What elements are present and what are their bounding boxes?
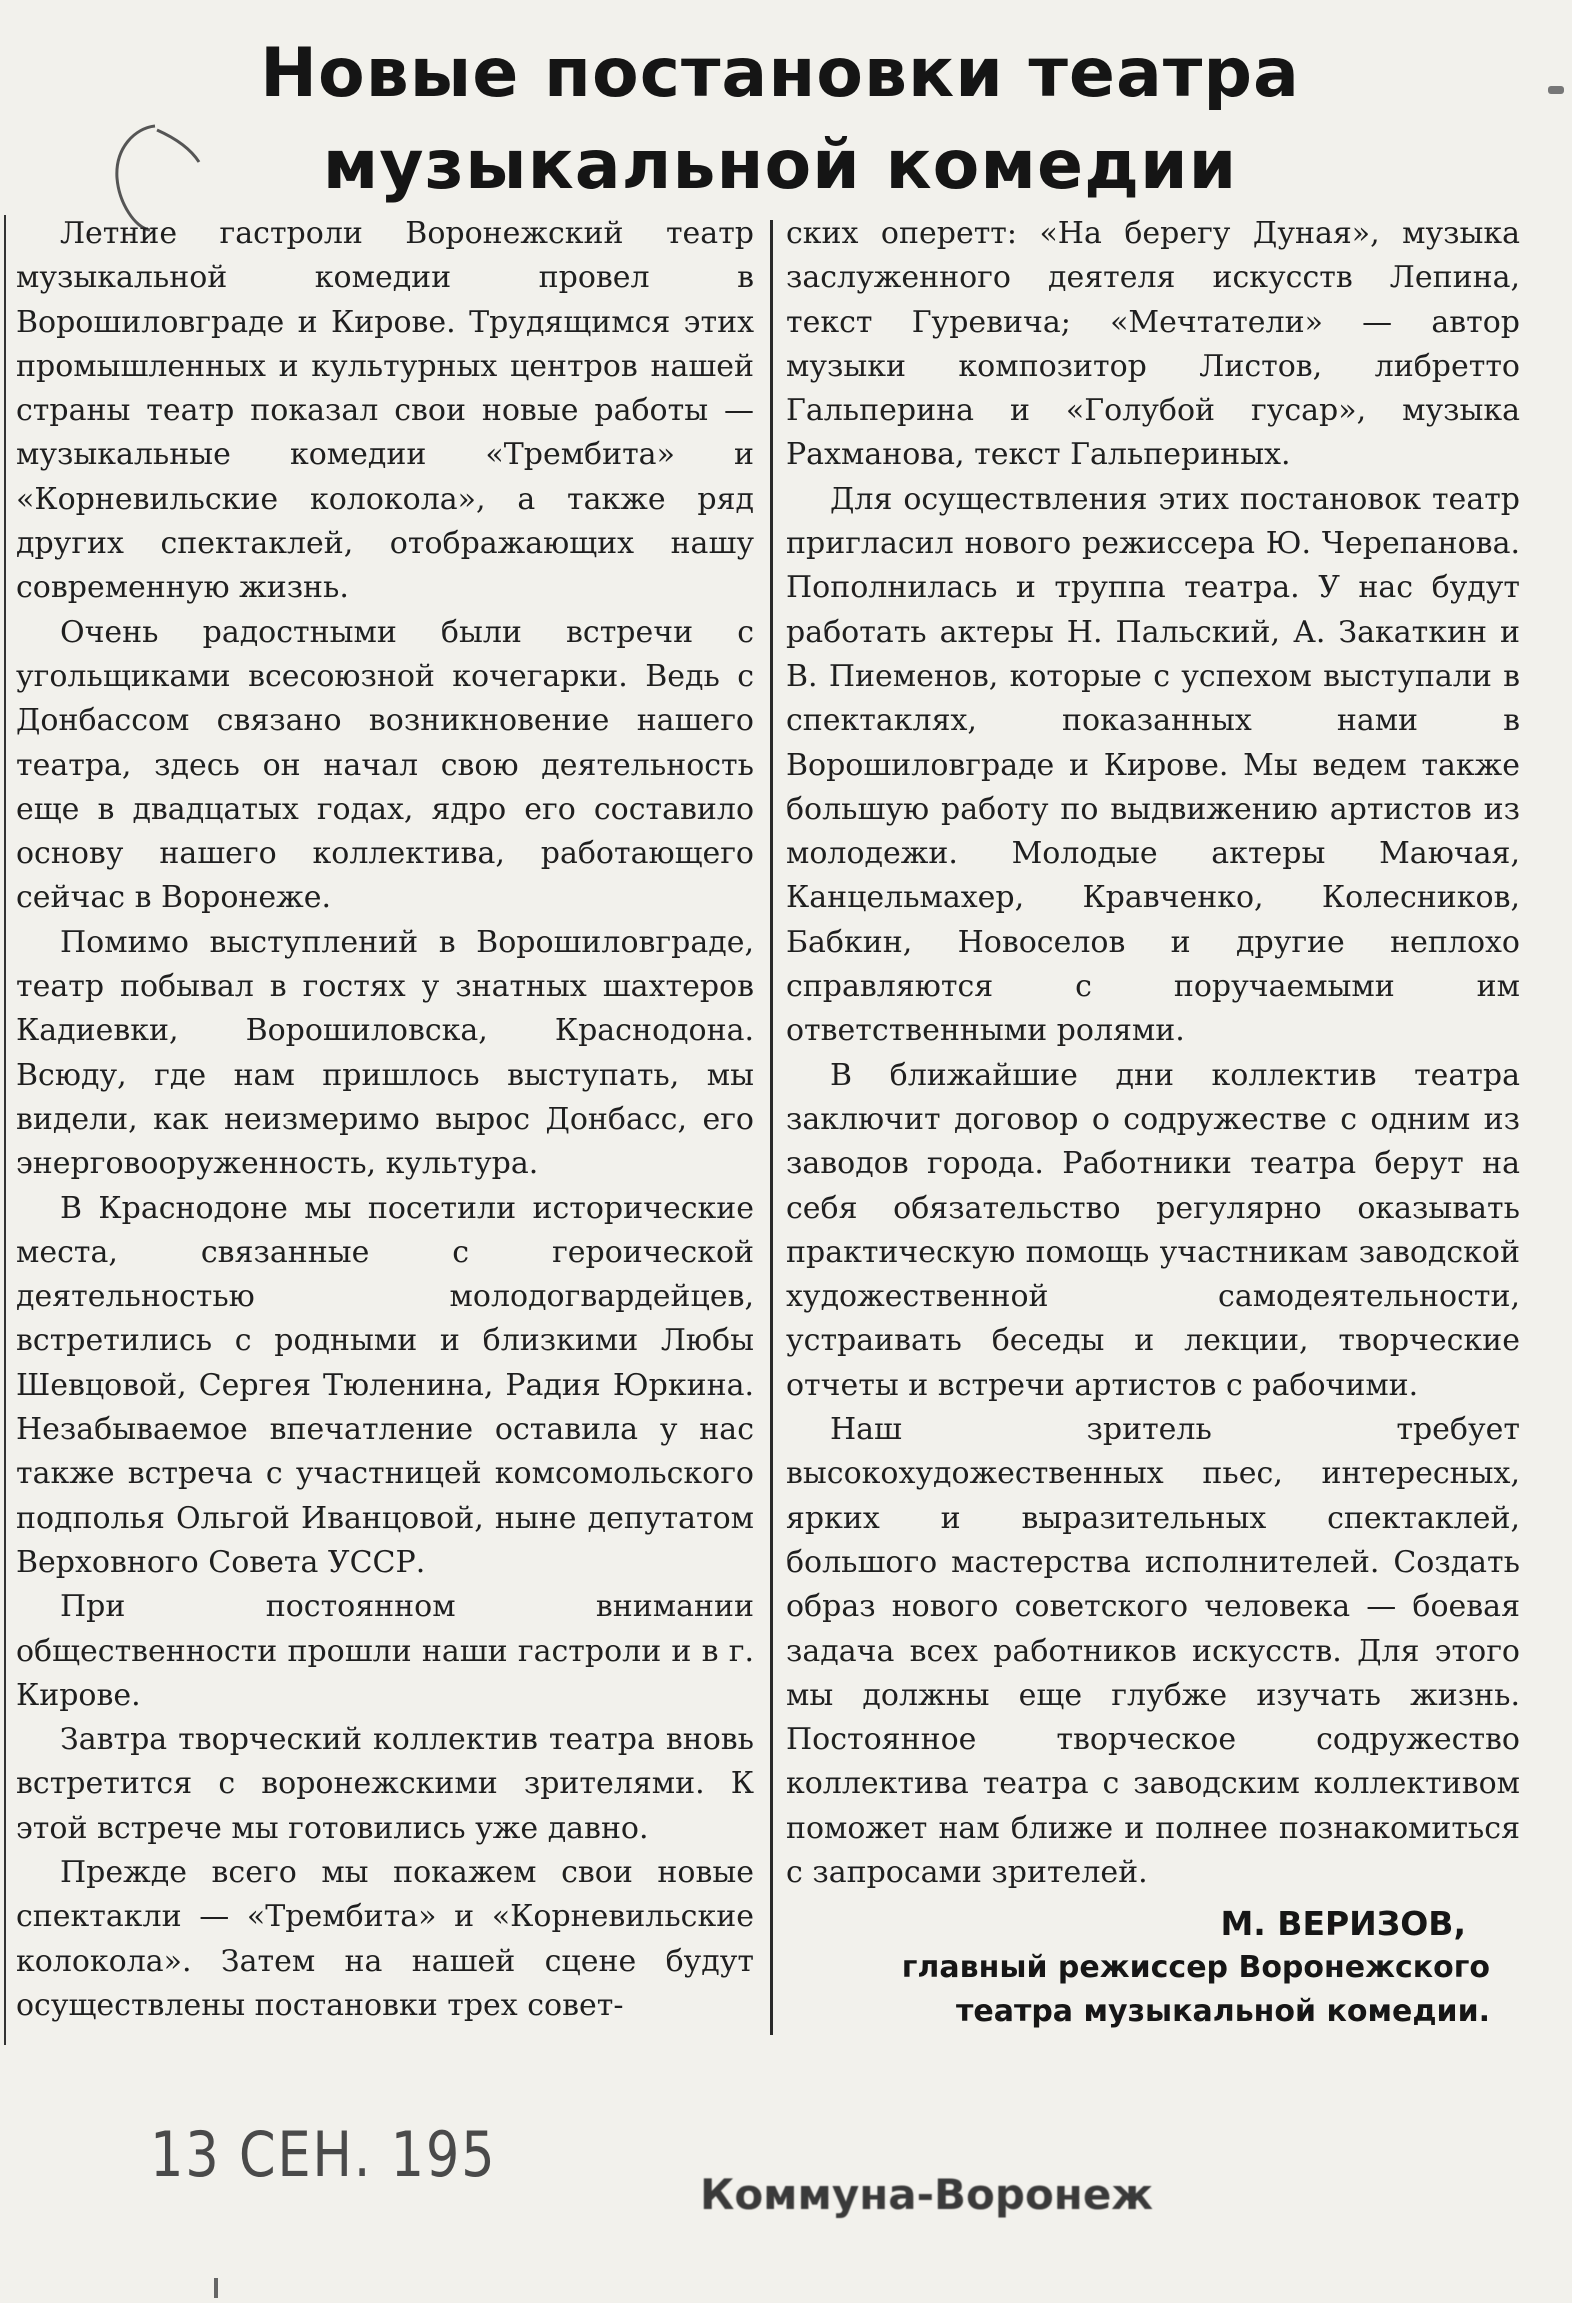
bottom-tick	[214, 2278, 218, 2298]
author-name: М. ВЕРИЗОВ,	[1220, 1904, 1466, 1943]
left-column	[16, 212, 754, 2028]
date-stamp: 13 СЕН. 195	[150, 2118, 497, 2191]
article-headline	[150, 28, 1410, 212]
paragraph: Летние гастроли Воронежский театр музыкальной комедии провел в Ворошиловграде и Кирове. Трудящимся этих промышленных и культурных центров нашей страны театр показал свои новые работы — музыкальные комедии «Трембита» и «Корневильские колокола», а также ряд других спектаклей, отображающих нашу современную жизнь.	[16, 216, 754, 606]
author-title-line-2: театра музыкальной комедии.	[955, 1994, 1490, 2029]
paragraph: В ближайшие дни коллектив театра заключит договор о содружестве с одним из заводов города. Работники театра берут на себя обязательство регулярно оказывать практическую помощь участникам заводской художественной самодеятельности, устраивать беседы и лекции, творческие отчеты и встречи артистов с рабочими.	[786, 1057, 1520, 1403]
author-title-line-1: главный режиссер Воронежского	[901, 1950, 1490, 1985]
paragraph: Помимо выступлений в Ворошиловграде, театр побывал в гостях у знатных шахтеров Кадиевки, Ворошиловска, Краснодона. Всюду, где нам пришлось выступать, мы видели, как неизмеримо вырос Донбасс, его энерговооруженность, культура.	[16, 924, 754, 1182]
author-signature	[880, 1902, 1490, 2034]
source-stamp: Коммуна-Воронеж	[700, 2170, 1154, 2219]
right-column	[786, 212, 1520, 1895]
column-divider	[770, 220, 773, 2035]
paragraph: Прежде всего мы покажем свои новые спектакли — «Трембита» и «Корневильские колокола». Затем на нашей сцене будут осуществлены постановки трех совет-	[16, 1854, 754, 2023]
paragraph: При постоянном внимании общественности прошли наши гастроли и в г. Кирове.	[16, 1589, 754, 1713]
paragraph: Завтра творческий коллектив театра вновь встретится с воронежскими зрителями. К этой встрече мы готовились уже давно.	[16, 1722, 754, 1846]
paragraph-continuation: ских оперетт: «На берегу Дуная», музыка заслуженного деятеля искусств Лепина, текст Гуревича; «Мечтатели» — автор музыки композитор Листов, либретто Гальперина и «Голубой гусар», музыка Рахманова, текст Гальпериных.	[786, 216, 1520, 473]
headline-line-1: Новые постановки театра	[260, 34, 1300, 113]
margin-mark	[1548, 86, 1564, 94]
paragraph: Наш зритель требует высокохудожественных пьес, интересных, ярких и выразительных спектаклей, большого мастерства исполнителей. Создать образ нового советского человека — боевая задача всех работников искусств. Для этого мы должны еще глубже изучать жизнь. Постоянное творческое содружество коллектива театра с заводским коллективом поможет нам ближе и полнее познакомиться с запросами зрителей.	[786, 1412, 1520, 1890]
headline-line-2: музыкальной комедии	[322, 126, 1238, 205]
paragraph: Для осуществления этих постановок театр пригласил нового режиссера Ю. Черепанова. Пополнилась и труппа театра. У нас будут работать актеры Н. Пальский, А. Закаткин и В. Пиеменов, которые с успехом выступали в спектаклях, показанных нами в Ворошиловграде и Кирове. Мы ведем также большую работу по выдвижению артистов из молодежи. Молодые актеры Маючая, Канцельмахер, Кравченко, Колесников, Бабкин, Новоселов и другие неплохо справляются с поручаемыми им ответственными ролями.	[786, 481, 1520, 1049]
paragraph: В Краснодоне мы посетили исторические места, связанные с героической деятельностью молодогвардейцев, встретились с родными и близкими Любы Шевцовой, Сергея Тюленина, Радия Юркина. Незабываемое впечатление оставила у нас также встреча с участницей комсомольского подполья Ольгой Иванцовой, ныне депутатом Верховного Совета УССР.	[16, 1190, 754, 1580]
paragraph: Очень радостными были встречи с угольщиками всесоюзной кочегарки. Ведь с Донбассом связано возникновение нашего театра, здесь он начал свою деятельность еще в двадцатых годах, ядро его составило основу нашего коллектива, работающего сейчас в Воронеже.	[16, 614, 754, 916]
left-column-rule	[4, 215, 6, 2045]
